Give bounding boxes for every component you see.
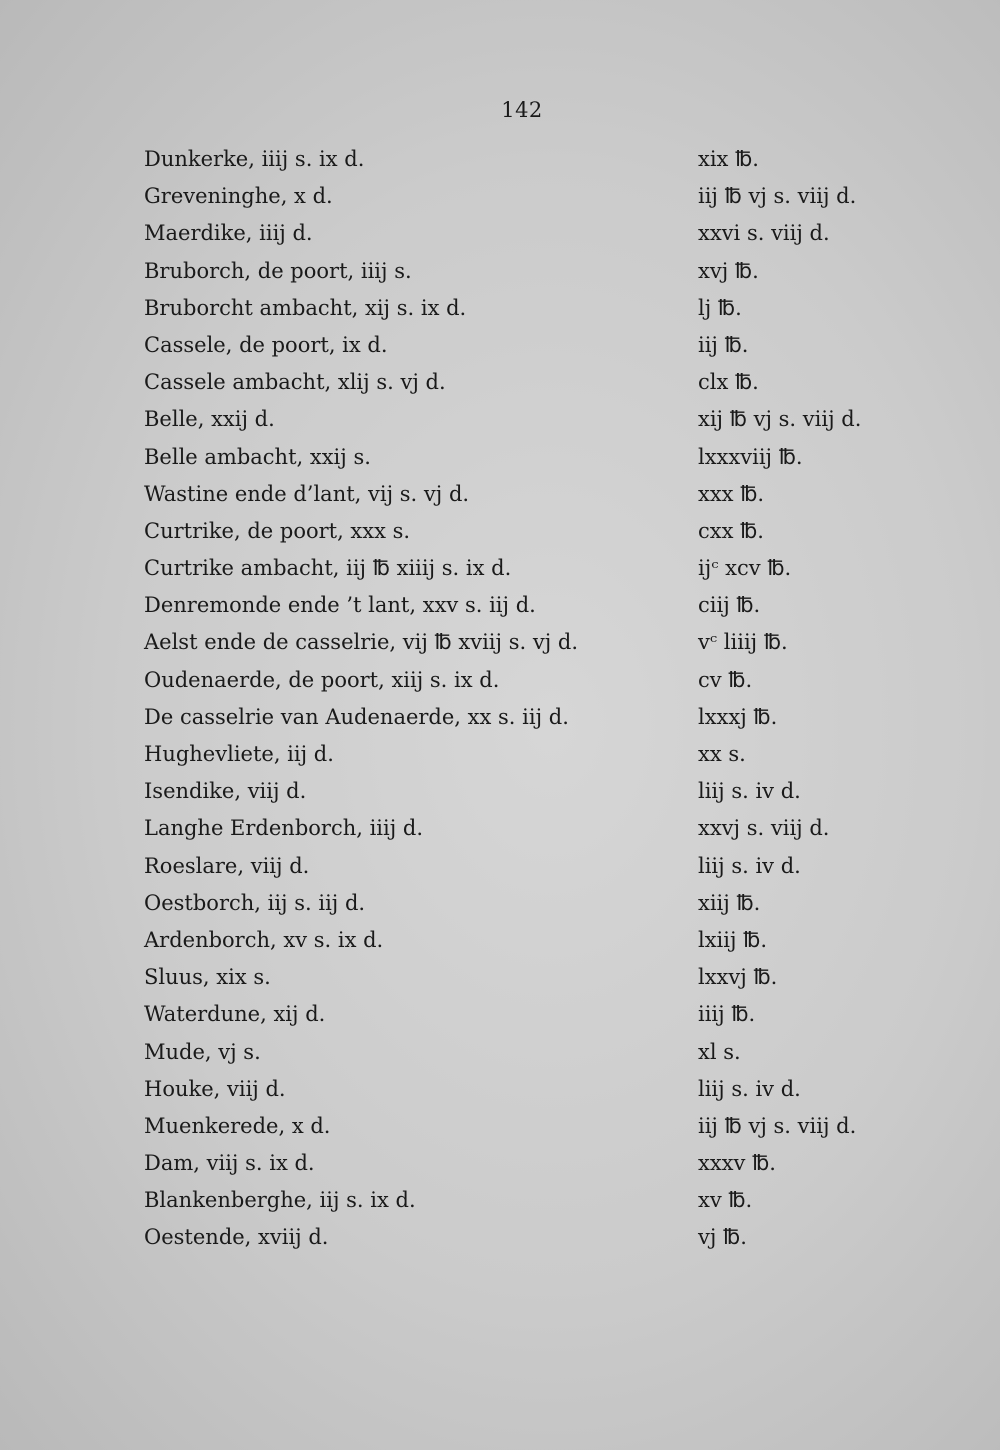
amount-total: xij ℔ vj s. viij d. xyxy=(698,407,862,432)
place-levy: Cassele ambacht, xlij s. vj d. xyxy=(144,370,446,395)
ledger-row xyxy=(0,1108,1000,1145)
place-levy: Houke, viij d. xyxy=(144,1076,286,1101)
amount-total: lxxxviij ℔. xyxy=(698,444,803,469)
place-levy: Hughevliete, iij d. xyxy=(144,742,334,766)
ledger-row xyxy=(0,1071,1000,1108)
ledger-row xyxy=(0,1182,1000,1219)
ledger-row xyxy=(0,810,1000,847)
place-levy: Mude, vj s. xyxy=(144,1039,261,1064)
place-levy: Denremonde ende ’t lant, xxv s. iij d. xyxy=(144,593,536,618)
place-levy: Belle ambacht, xxij s. xyxy=(144,444,371,469)
ledger-row xyxy=(0,215,1000,252)
amount-total: cv ℔. xyxy=(698,667,753,692)
place-levy: Muenkerede, x d. xyxy=(144,1113,331,1138)
amount-total: iij ℔. xyxy=(698,332,749,357)
amount-total: liij s. iv d. xyxy=(698,779,801,804)
place-levy: Isendike, viij d. xyxy=(144,779,307,804)
place-levy: Maerdike, iiij d. xyxy=(144,221,313,246)
amount-total: xl s. xyxy=(698,1039,741,1064)
ledger-row xyxy=(0,773,1000,810)
place-levy: Sluus, xix s. xyxy=(144,965,271,990)
ledger-row xyxy=(0,253,1000,290)
place-levy: Oudenaerde, de poort, xiij s. ix d. xyxy=(144,667,500,692)
amount-total: lxiij ℔. xyxy=(698,927,768,952)
amount-total: vᶜ liiij ℔. xyxy=(698,630,788,655)
amount-total: xxxv ℔. xyxy=(698,1151,776,1176)
place-levy: Blankenberghe, iij s. ix d. xyxy=(144,1188,416,1213)
ledger-row xyxy=(0,550,1000,587)
amount-total: ciij ℔. xyxy=(698,593,761,618)
place-levy: Dunkerke, iiij s. ix d. xyxy=(144,147,365,171)
ledger-row xyxy=(0,885,1000,922)
ledger-row xyxy=(0,922,1000,959)
ledger-row xyxy=(0,178,1000,215)
ledger-row xyxy=(0,327,1000,364)
ledger-row xyxy=(0,141,1000,178)
place-levy: Bruborch, de poort, iiij s. xyxy=(144,258,412,283)
ledger-row xyxy=(0,624,1000,661)
amount-total: ijᶜ xcv ℔. xyxy=(698,556,792,581)
amount-total: liij s. iv d. xyxy=(698,1076,801,1101)
amount-total: xxx ℔. xyxy=(698,481,765,506)
place-levy: Langhe Erdenborch, iiij d. xyxy=(144,816,424,841)
amount-total: iij ℔ vj s. viij d. xyxy=(698,184,857,209)
place-levy: Oestborch, iij s. iij d. xyxy=(144,890,366,915)
place-levy: Dam, viij s. ix d. xyxy=(144,1151,315,1176)
amount-total: iij ℔ vj s. viij d. xyxy=(698,1113,857,1138)
amount-total: xv ℔. xyxy=(698,1188,753,1213)
amount-total: lxxvj ℔. xyxy=(698,965,778,990)
amount-total: iiij ℔. xyxy=(698,1002,756,1027)
place-levy: Cassele, de poort, ix d. xyxy=(144,332,388,357)
ledger-row xyxy=(0,364,1000,401)
amount-total: cxx ℔. xyxy=(698,518,764,543)
place-levy: Curtrike ambacht, iij ℔ xiiij s. ix d. xyxy=(144,556,512,581)
ledger-row xyxy=(0,1034,1000,1071)
amount-total: xx s. xyxy=(698,742,746,766)
ledger-row xyxy=(0,1145,1000,1182)
amount-total: liij s. iv d. xyxy=(698,853,801,878)
amount-total: vj ℔. xyxy=(698,1225,747,1250)
ledger-row xyxy=(0,996,1000,1033)
ledger-row xyxy=(0,439,1000,476)
amount-total: xxvi s. viij d. xyxy=(698,221,830,246)
ledger-row xyxy=(0,401,1000,438)
ledger-row xyxy=(0,959,1000,996)
ledger-row xyxy=(0,699,1000,736)
amount-total: xix ℔. xyxy=(698,147,759,171)
ledger-row xyxy=(0,736,1000,773)
place-levy: De casselrie van Audenaerde, xx s. iij d. xyxy=(144,704,569,729)
place-levy: Belle, xxij d. xyxy=(144,407,275,432)
ledger-row xyxy=(0,476,1000,513)
amount-total: xvj ℔. xyxy=(698,258,759,283)
ledger-row xyxy=(0,513,1000,550)
ledger-table xyxy=(0,141,1000,1257)
amount-total: xiij ℔. xyxy=(698,890,761,915)
place-levy: Roeslare, viij d. xyxy=(144,853,310,878)
amount-total: xxvj s. viij d. xyxy=(698,816,830,841)
page-number: 142 xyxy=(501,98,543,122)
place-levy: Greveninghe, x d. xyxy=(144,184,333,209)
ledger-row xyxy=(0,662,1000,699)
ledger-row xyxy=(0,587,1000,624)
place-levy: Wastine ende d’lant, vij s. vj d. xyxy=(144,481,470,506)
amount-total: clx ℔. xyxy=(698,370,759,395)
place-levy: Waterdune, xij d. xyxy=(144,1002,326,1027)
place-levy: Bruborcht ambacht, xij s. ix d. xyxy=(144,295,467,320)
amount-total: lxxxj ℔. xyxy=(698,704,778,729)
ledger-row xyxy=(0,290,1000,327)
place-levy: Oestende, xviij d. xyxy=(144,1225,329,1250)
place-levy: Curtrike, de poort, xxx s. xyxy=(144,518,411,543)
place-levy: Ardenborch, xv s. ix d. xyxy=(144,927,384,952)
ledger-row xyxy=(0,848,1000,885)
amount-total: lj ℔. xyxy=(698,295,742,320)
ledger-row xyxy=(0,1219,1000,1256)
place-levy: Aelst ende de casselrie, vij ℔ xviij s. vj d. xyxy=(144,630,578,655)
